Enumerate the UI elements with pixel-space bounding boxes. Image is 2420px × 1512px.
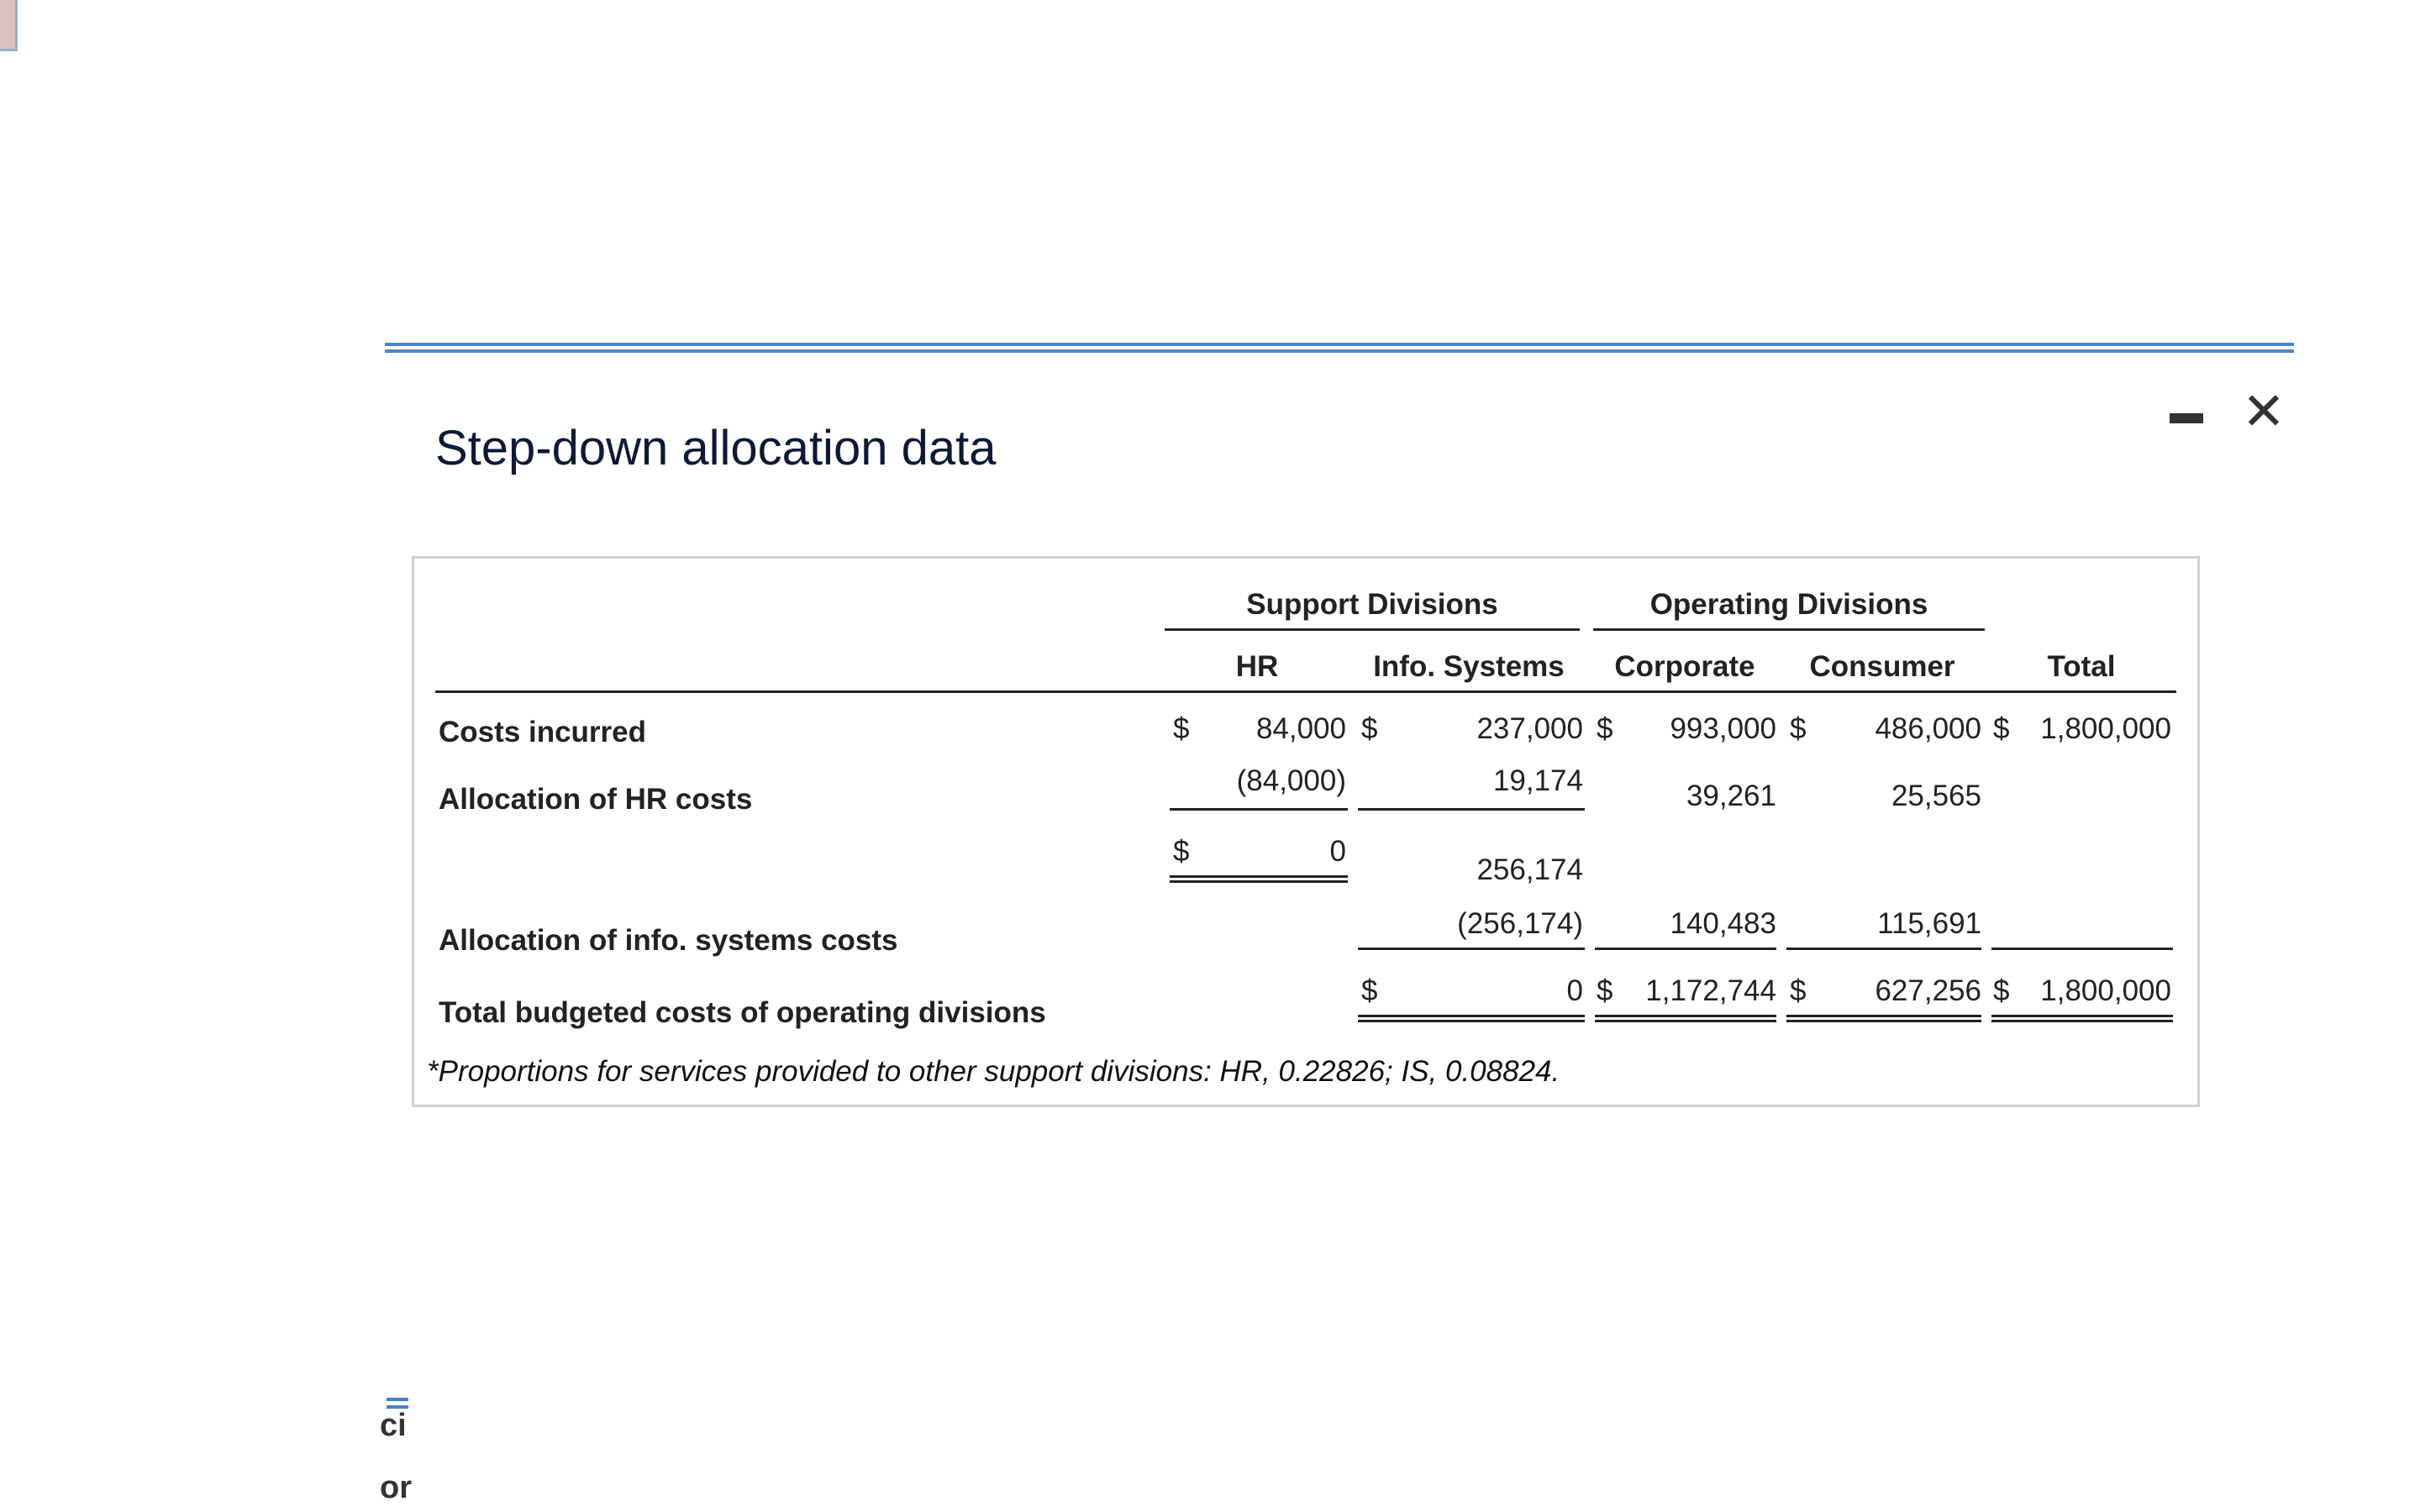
double-underline: [1358, 1015, 1585, 1022]
cell-alloc-hr-consumer: 25,565: [1891, 780, 1981, 812]
column-header-info-systems: Info. Systems: [1373, 650, 1565, 683]
currency-symbol: $: [1790, 712, 1807, 745]
cell-subtotal-is: 256,174: [1476, 853, 1583, 886]
cell-total-total: 1,800,000: [2040, 974, 2171, 1007]
currency-symbol: $: [1173, 712, 1190, 745]
double-underline: [1786, 1015, 1981, 1022]
currency-symbol: $: [1173, 835, 1190, 868]
cell-total-is: 0: [1566, 974, 1583, 1007]
modal-title: Step-down allocation data: [435, 421, 997, 475]
group-header-support: Support Divisions: [1246, 588, 1498, 621]
currency-symbol: $: [1790, 974, 1807, 1007]
cell-alloc-is-consumer: 115,691: [1877, 907, 1981, 940]
cell-alloc-hr-corporate: 39,261: [1686, 780, 1776, 812]
currency-symbol: $: [1361, 712, 1378, 745]
corner-thumbnail: [0, 0, 18, 51]
underline: [1358, 808, 1585, 811]
cell-alloc-hr-hr: (84,000): [1236, 764, 1346, 797]
underline: [1595, 948, 1776, 950]
minimize-button[interactable]: [2168, 402, 2208, 435]
background-text-fragment: ci: [380, 1408, 407, 1443]
column-header-corporate: Corporate: [1614, 650, 1755, 683]
row-label-costs-incurred: Costs incurred: [439, 716, 646, 748]
cell-costs-corporate: 993,000: [1670, 712, 1776, 745]
currency-symbol: $: [1361, 974, 1378, 1007]
underline: [1358, 948, 1585, 950]
underline: [1170, 808, 1348, 811]
cell-subtotal-hr: 0: [1329, 835, 1346, 868]
cell-alloc-is-is: (256,174): [1457, 907, 1583, 940]
currency-symbol: $: [1993, 712, 2010, 745]
cell-costs-consumer: 486,000: [1875, 712, 1981, 745]
underline: [1786, 948, 1981, 950]
close-button[interactable]: ✕: [2242, 383, 2286, 441]
underline: [1991, 948, 2173, 950]
column-header-consumer: Consumer: [1809, 650, 1955, 683]
double-underline: [1991, 1015, 2173, 1022]
modal-top-border: [385, 343, 2294, 353]
cell-total-corporate: 1,172,744: [1645, 974, 1776, 1007]
background-text-fragment: or: [380, 1470, 412, 1505]
cell-costs-hr: 84,000: [1255, 712, 1346, 745]
cell-costs-is: 237,000: [1476, 712, 1583, 745]
cell-costs-total: 1,800,000: [2040, 712, 2171, 745]
header-divider: [435, 690, 2176, 693]
group-header-operating: Operating Divisions: [1649, 588, 1928, 621]
row-label-allocation-hr: Allocation of HR costs: [439, 783, 753, 816]
cell-alloc-is-corporate: 140,483: [1670, 907, 1776, 940]
cell-total-consumer: 627,256: [1875, 974, 1981, 1007]
divider: [1593, 628, 1985, 631]
double-underline: [1170, 875, 1348, 883]
divider: [1165, 628, 1580, 631]
currency-symbol: $: [1597, 712, 1613, 745]
column-header-hr: HR: [1235, 650, 1279, 683]
footnote: *Proportions for services provided to other support divisions: HR, 0.22826; IS, 0.08824.: [427, 1055, 1560, 1088]
currency-symbol: $: [1993, 974, 2010, 1007]
column-header-total: Total: [2047, 650, 2116, 683]
double-underline: [1595, 1015, 1776, 1022]
cell-alloc-hr-is: 19,174: [1492, 764, 1583, 797]
currency-symbol: $: [1597, 974, 1613, 1007]
row-label-total-budgeted: Total budgeted costs of operating divisions: [439, 996, 1046, 1029]
row-label-allocation-is: Allocation of info. systems costs: [439, 924, 898, 957]
